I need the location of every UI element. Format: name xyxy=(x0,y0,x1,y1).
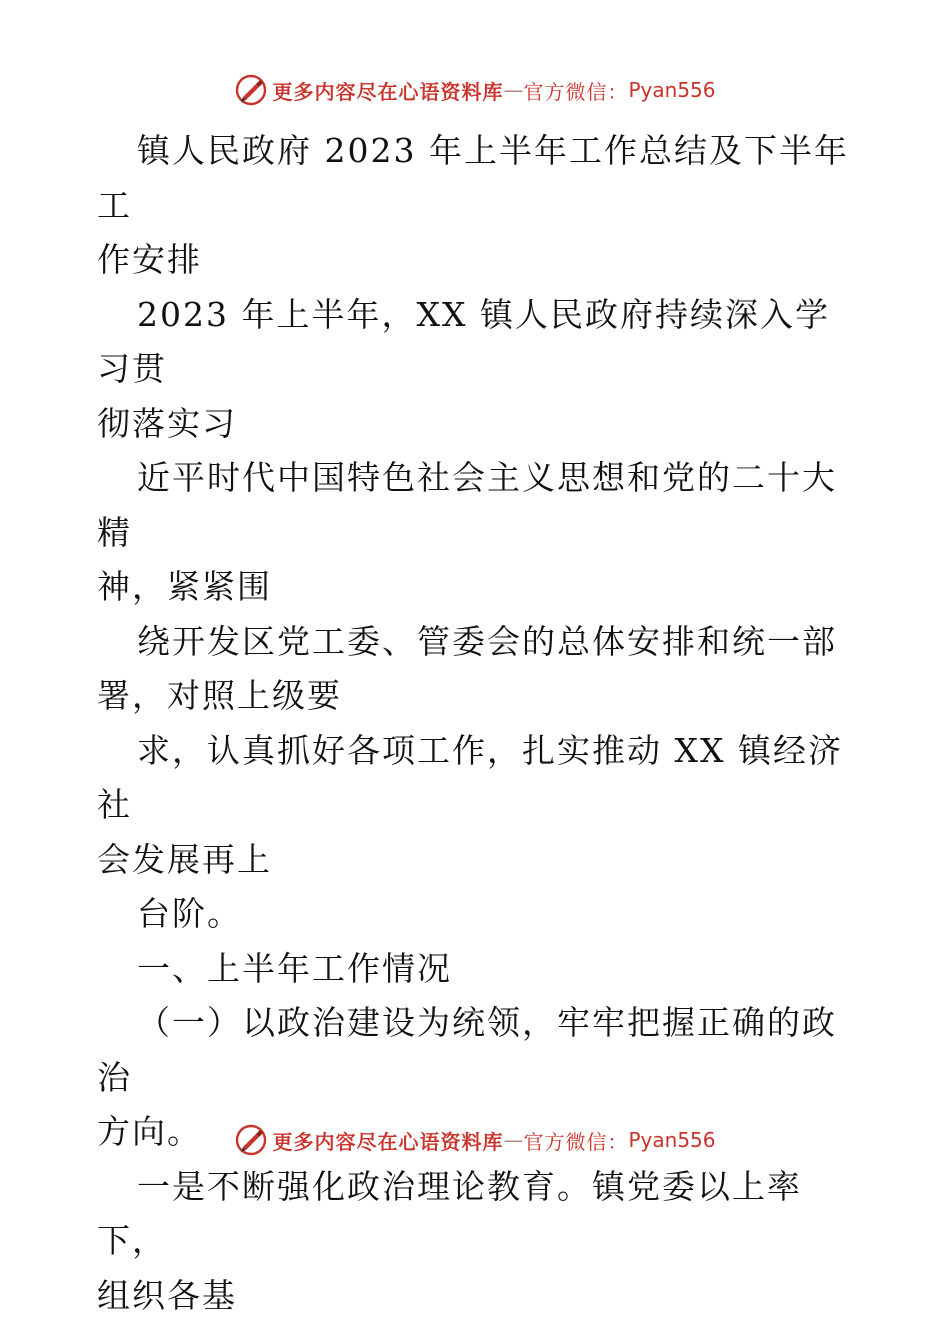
paragraph-line: 2023 年上半年，XX 镇人民政府持续深入学习贯 xyxy=(97,288,857,397)
paragraph-line: 近平时代中国特色社会主义思想和党的二十大精 xyxy=(97,451,857,560)
footer-watermark xyxy=(0,1120,950,1160)
watermark-dash: — xyxy=(503,1128,523,1152)
paragraph-line: 一是不断强化政治理论教育。镇党委以上率下， xyxy=(97,1160,857,1269)
paragraph-line: 组织各基 xyxy=(97,1269,857,1323)
watermark-wechat-id: Pyan556 xyxy=(628,78,715,102)
paragraph-line: 绕开发区党工委、管委会的总体安排和统一部 xyxy=(97,615,857,670)
pen-logo-icon xyxy=(234,1123,268,1157)
pen-logo-icon xyxy=(234,73,268,107)
watermark-dash: — xyxy=(503,78,523,102)
section-heading: 一、上半年工作情况 xyxy=(97,942,857,997)
watermark-wechat-id: Pyan556 xyxy=(628,1128,715,1152)
paragraph-line: 求，认真抓好各项工作，扎实推动 XX 镇经济社 xyxy=(97,724,857,833)
paragraph-line: 神，紧紧围 xyxy=(97,560,857,615)
title-line-2: 作安排 xyxy=(97,233,857,288)
paragraph-line: 会发展再上 xyxy=(97,833,857,888)
header-watermark xyxy=(0,70,950,110)
paragraph-line: 台阶。 xyxy=(97,887,857,942)
watermark-wechat-label: 官方微信： xyxy=(523,1126,628,1155)
watermark-site-text: 更多内容尽在心语资料库 xyxy=(272,1126,503,1155)
paragraph-line: 彻落实习 xyxy=(97,397,857,452)
subsection-heading: 方向。 xyxy=(97,1105,857,1160)
watermark-site-text: 更多内容尽在心语资料库 xyxy=(272,76,503,105)
paragraph-line: 署，对照上级要 xyxy=(97,669,857,724)
title-line-1: 镇人民政府 2023 年上半年工作总结及下半年工 xyxy=(97,124,857,233)
subsection-heading: （一）以政治建设为统领，牢牢把握正确的政治 xyxy=(97,996,857,1105)
watermark-wechat-label: 官方微信： xyxy=(523,76,628,105)
